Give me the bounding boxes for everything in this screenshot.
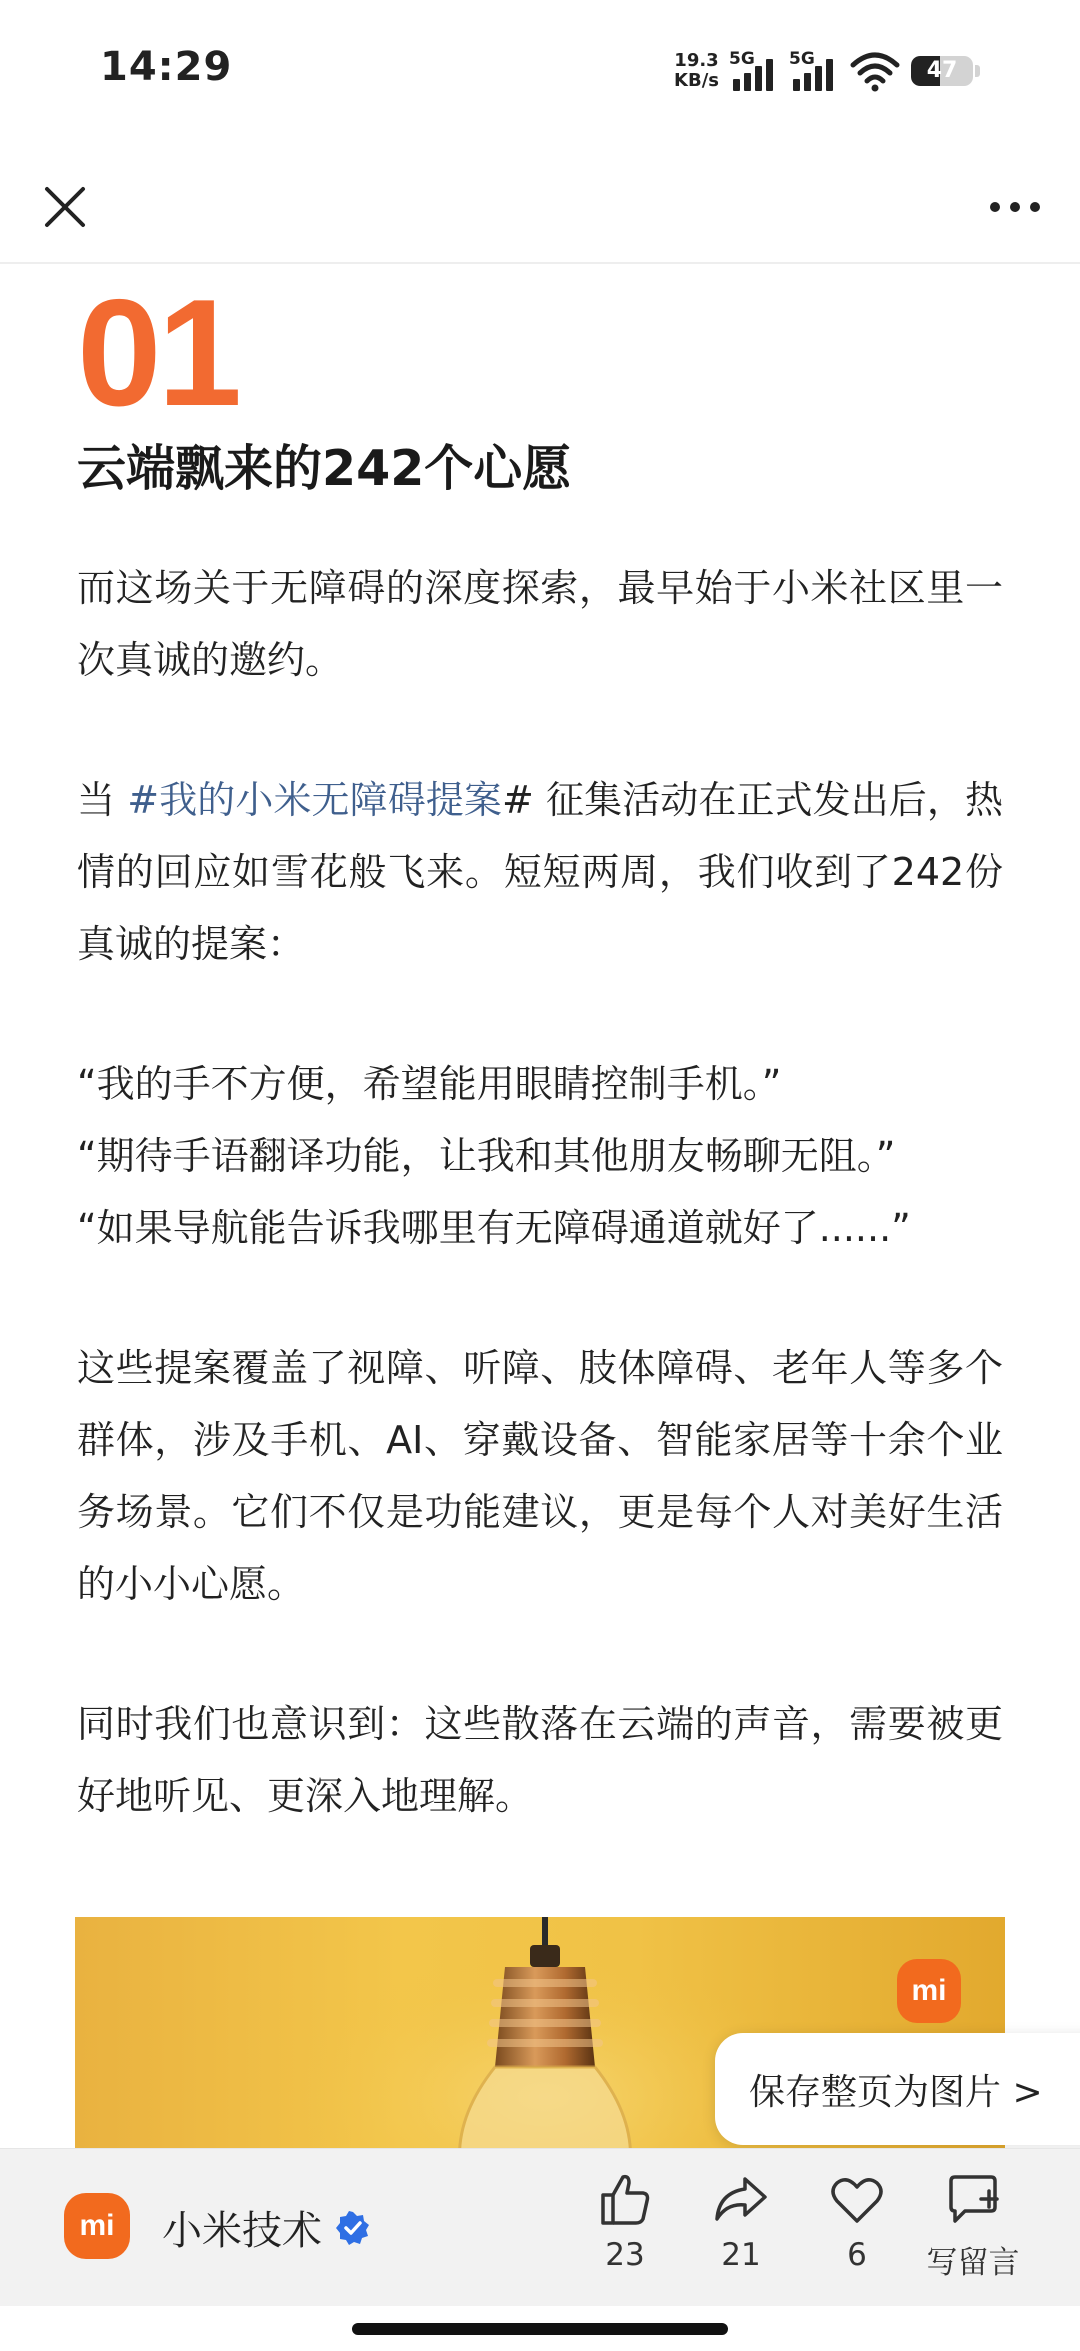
write-comment-button[interactable] [918,2169,1028,2282]
network-speed-value: 19.3 [674,50,719,71]
author-name[interactable]: 小米技术 [162,2208,322,2254]
paragraph-coverage: 这些提案覆盖了视障、听障、肢体障碍、老年人等多个群体，涉及手机、AI、穿戴设备、智能家居等十余个业务场景。它们不仅是功能建议，更是每个人对美好生活的小小心愿。 [77,1346,1003,1606]
share-count: 21 [721,2237,761,2273]
quote-item: “我的手不方便，希望能用眼睛控制手机。” [77,1062,782,1106]
more-button[interactable] [970,162,1060,252]
paragraph-campaign-prefix: 当 [77,778,128,822]
verified-badge-icon [336,2211,370,2245]
write-comment-label: 写留言 [926,2245,1020,2281]
article-body [77,264,1003,1832]
status-icons [674,46,980,96]
section-title: 云端飘来的242个心愿 [77,440,572,497]
paragraph-campaign [77,764,1003,980]
wifi-icon [849,49,901,93]
paragraph-campaign-rest: # 征集活动在正式发出后，热情的回应如雪花般飞来。短短两周，我们收到了242份真诚的提案： [77,778,1003,966]
save-page-as-image-button[interactable]: 保存整页为图片 > [715,2033,1080,2145]
share-button[interactable] [686,2169,796,2273]
mi-logo: mi [897,1959,961,2023]
bottom-action-bar [0,2148,1080,2306]
battery-icon [911,56,973,86]
sim1-label: 5G [729,49,755,69]
battery-level: 47 [926,58,958,83]
share-arrow-icon [711,2169,771,2229]
heart-icon [827,2169,887,2229]
like-button[interactable] [570,2169,680,2273]
home-indicator[interactable] [352,2323,728,2335]
author-avatar[interactable]: mi [64,2193,130,2259]
signal-icon-sim2 [789,49,839,93]
quote-item: “如果导航能告诉我哪里有无障碍通道就好了......” [77,1206,911,1250]
signal-icon-sim1 [729,49,779,93]
section-number: 01 [77,268,239,438]
close-icon [43,185,87,229]
favorite-button[interactable] [802,2169,912,2273]
paragraph-intro: 而这场关于无障碍的深度探索，最早始于小米社区里一次真诚的邀约。 [77,566,1003,682]
thumbs-up-icon [595,2169,655,2229]
status-bar [0,0,1080,150]
hashtag-link[interactable]: #我的小米无障碍提案 [127,778,502,822]
paragraph-conclusion: 同时我们也意识到：这些散落在云端的声音，需要被更好地听见、更深入地理解。 [77,1702,1003,1818]
network-speed-unit: KB/s [674,70,719,91]
more-icon [989,201,1041,213]
status-time: 14:29 [100,44,233,90]
like-count: 23 [605,2237,645,2273]
comment-add-icon [943,2169,1003,2229]
network-speed [674,51,719,91]
quote-list [77,1048,1003,1264]
favorite-count: 6 [847,2237,867,2273]
top-nav [0,150,1080,264]
quote-item: “期待手语翻译功能，让我和其他朋友畅聊无阻。” [77,1134,896,1178]
sim2-label: 5G [789,49,815,69]
close-button[interactable] [20,162,110,252]
